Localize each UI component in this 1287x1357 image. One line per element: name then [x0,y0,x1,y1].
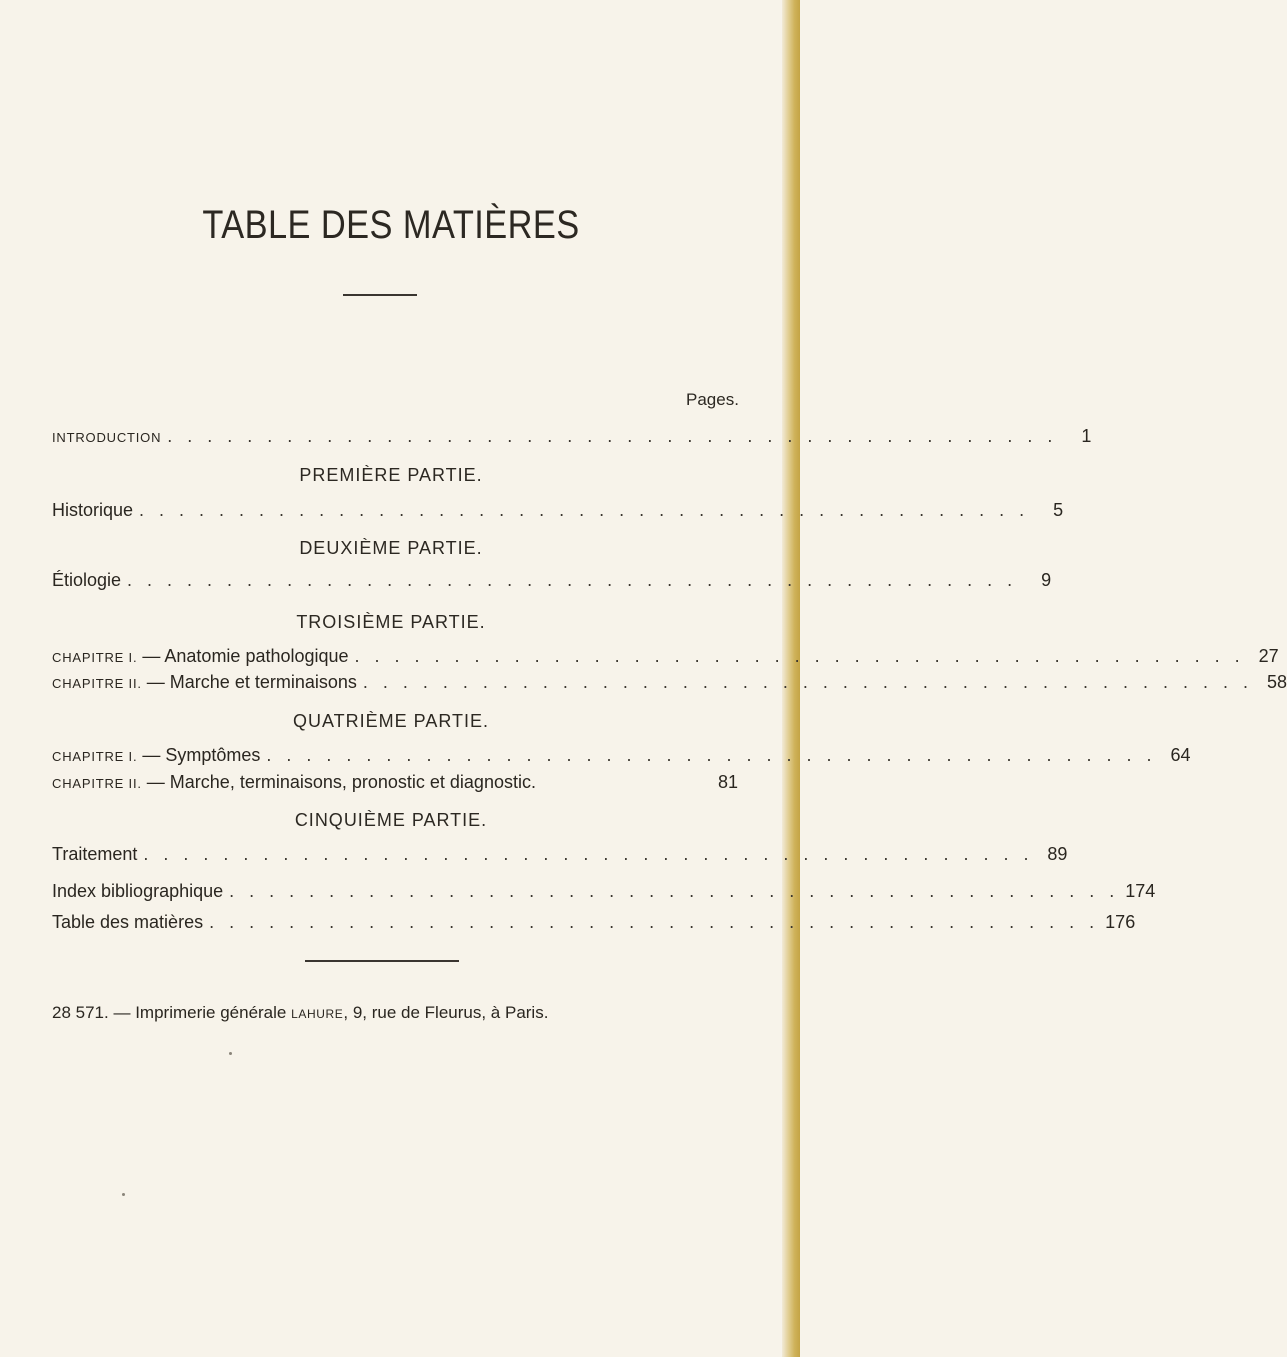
chapter-number: CHAPITRE I. [52,749,138,764]
toc-entry-etiologie[interactable] [52,570,1052,594]
toc-entry-p3-chapter-2[interactable] [52,672,1287,696]
toc-entry-table[interactable] [52,912,1136,936]
entry-label [52,745,260,766]
entry-page: 89 [1047,844,1068,864]
toc-entry-index[interactable] [52,881,1156,905]
chapter-number: CHAPITRE I. [52,650,138,665]
entry-label [52,772,536,793]
dot-leader: . . . . . . . . . . . . . . . . . . . . . . . . . . . . . . . . . . . . . . . . . . . . . [143,844,1034,864]
dot-leader: . . . . . . . . . . . . . . . . . . . . . . . . . . . . . . . . . . . . . . . . . . . . . [229,881,1120,901]
part-heading-5: CINQUIÈME PARTIE. [294,810,488,830]
imprint-number: 28 571. [52,1003,109,1022]
entry-page: 9 [1041,570,1052,590]
chapter-number: CHAPITRE II. [52,776,142,791]
entry-page: 1 [1081,426,1092,446]
imprint-address: , 9, rue de Fleurus, à Paris. [343,1003,549,1022]
dot-leader: . . . . . . . . . . . . . . . . . . . . . . . . . . . . . . . . . . . . . . . . . . . . . [266,745,1157,765]
dot-leader: . . . . . . . . . . . . . . . . . . . . . . . . . . . . . . . . . . . . . . . . . . . . . [354,646,1245,666]
part-heading-1: PREMIÈRE PARTIE. [299,465,483,485]
chapter-number: CHAPITRE II. [52,676,142,691]
part-heading-2: DEUXIÈME PARTIE. [299,538,483,558]
toc-entry-p4-chapter-2[interactable] [52,772,738,796]
entry-page: 58 [1266,672,1287,692]
toc-entry-introduction[interactable] [52,426,1092,450]
chapter-title: — Marche et terminaisons [146,672,357,692]
footer-rule [305,960,459,962]
entry-label: Traitement [52,844,138,864]
entry-page: 81 [717,772,738,792]
printer-imprint [52,1003,548,1023]
dot-leader: . . . . . . . . . . . . . . . . . . . . . . . . . . . . . . . . . . . . . . . . . . . . . [167,426,1058,446]
entry-label: Index bibliographique [52,881,224,901]
entry-label: Étiologie [52,570,122,590]
chapter-title: — Symptômes [142,745,261,765]
toc-entry-historique[interactable] [52,500,1064,524]
title-rule [343,294,417,296]
part-heading-3: TROISIÈME PARTIE. [296,612,486,632]
entry-label [52,672,357,693]
entry-label: INTRODUCTION [52,430,162,445]
printer-name: LAHURE [291,1007,344,1021]
part-heading-4: QUATRIÈME PARTIE. [292,711,490,731]
dot-leader: . . . . . . . . . . . . . . . . . . . . . . . . . . . . . . . . . . . . . . . . . . . . . [139,500,1030,520]
chapter-title: — Anatomie pathologique [142,646,349,666]
entry-page: 176 [1105,912,1136,932]
toc-entry-p3-chapter-1[interactable] [52,646,1279,670]
dot-leader: . . . . . . . . . . . . . . . . . . . . . . . . . . . . . . . . . . . . . . . . . . . . . [127,570,1018,590]
imprint-text: — Imprimerie générale [113,1003,287,1022]
chapter-title: — Marche, terminaisons, pronostic et diagnostic. [146,772,536,792]
entry-label: Historique [52,500,134,520]
dot-leader: . . . . . . . . . . . . . . . . . . . . . . . . . . . . . . . . . . . . . . . . . . . . . [209,912,1100,932]
entry-label: Table des matières [52,912,204,932]
entry-page: 64 [1170,745,1191,765]
toc-entry-traitement[interactable] [52,844,1068,868]
speck [122,1193,125,1196]
entry-label [52,646,349,667]
pages-column-label: Pages. [686,390,739,409]
entry-page: 27 [1258,646,1279,666]
page-title: TABLE DES MATIÈRES [202,203,580,247]
toc-entry-p4-chapter-1[interactable] [52,745,1191,769]
speck [229,1052,232,1055]
dot-leader: . . . . . . . . . . . . . . . . . . . . . . . . . . . . . . . . . . . . . . . . . . . . . [362,672,1253,692]
entry-page: 5 [1053,500,1064,520]
entry-page: 174 [1125,881,1156,901]
